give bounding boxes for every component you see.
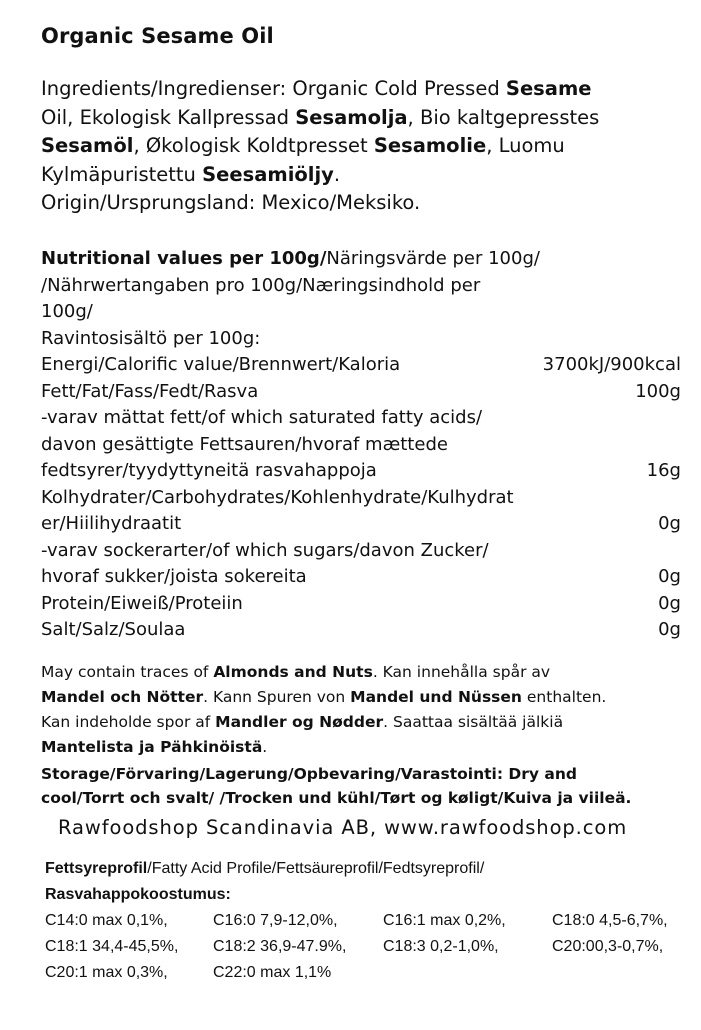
nutrient-name: Kolhydrater/Carbohydrates/Kohlenhydrate/Kulhydrat [41,486,514,508]
fatty-acid-item: C16:0 7,9-12,0%, [213,912,338,929]
allergen-text: . [262,738,268,756]
ingredient-bold: Sesamolie [373,134,487,157]
ingredients-text: Kylmäpuristettu [41,162,203,186]
allergen-bold: Mantelista ja Pähkinöistä [41,738,263,756]
nutrient-row [41,564,681,591]
nutrition-header [41,273,681,300]
nutrient-row [41,617,681,644]
nutrient-name: Salt/Salz/Soulaa [41,619,186,640]
nutrient-name: Energi/Calorific value/Brennwert/Kaloria [41,354,401,375]
fatty-acid-item: C18:1 34,4-45,5%, [45,938,179,955]
nutrient-value: 0g [658,592,681,614]
nutrition-header [41,246,681,273]
nutrient-name: davon gesättigte Fettsauren/hvoraf mættede [41,433,448,455]
allergen-line [41,685,681,710]
nutrition-header [41,326,681,353]
ingredients-line [41,161,671,190]
nutrient-row [41,352,681,379]
nutrient-row [41,379,681,406]
nutrient-row [41,511,681,538]
fatty-acid-item: C18:0 4,5-6,7%, [552,912,668,929]
nutrient-value: 3700kJ/900kcal [542,354,681,375]
nutrition-table [41,246,681,644]
nutrition-header-text: Näringsvärde per 100g/ [326,248,540,269]
ingredient-bold: Sesame [505,77,592,100]
nutrient-row [41,432,681,459]
allergen-bold: Mandler og Nødder [215,713,384,731]
fatty-acid-title [45,856,695,882]
storage-line: cool/Torrt och svalt/ /Trocken und kühl/Tørt og køligt/Kuiva ja viileä. [41,788,632,807]
nutrient-name: Protein/Eiweiß/Proteiin [41,592,243,614]
fatty-acid-grid [45,908,695,986]
fatty-acid-item: C18:2 36,9-47.9%, [213,938,347,955]
ingredients-line [41,104,671,133]
nutrient-row [41,591,681,618]
ingredient-bold: Seesamiöljy [202,162,334,186]
ingredients-line [41,132,671,161]
nutrient-row [41,485,681,512]
allergen-text: enthalten. [521,688,607,706]
fatty-acid-item: C22:0 max 1,1% [213,964,332,981]
nutrient-value: 0g [658,513,681,534]
ingredients-text: , Økologisk Koldtpresset [133,134,374,157]
nutrient-name: hvoraf sukker/joista sokereita [41,566,307,587]
fatty-acid-item: C20:1 max 0,3%, [45,964,168,981]
fatty-acid-item: C16:1 max 0,2%, [383,912,506,929]
fatty-acid-item: C14:0 max 0,1%, [45,912,168,929]
nutrient-value: 0g [658,619,681,640]
product-title: Organic Sesame Oil [41,24,274,48]
allergen-text: . Saattaa sisältää jälkiä [383,713,564,731]
nutrient-row [41,538,681,565]
allergen-text: Kan indeholde spor af [41,713,216,731]
company-info: Rawfoodshop Scandinavia AB, www.rawfoodshop.com [58,816,628,839]
nutrient-name: -varav mättat fett/of which saturated fatty acids/ [41,407,483,428]
fatty-acid-subtitle: Rasvahappokoostumus: [45,886,231,903]
allergen-bold: Mandel och Nötter [41,688,204,706]
nutrient-row [41,405,681,432]
fatty-acid-item: C18:3 0,2-1,0%, [383,938,499,955]
nutrient-name: Fett/Fat/Fass/Fedt/Rasva [41,380,259,402]
fatty-acid-title-bold: Fettsyreprofil [45,860,148,877]
storage-line: Storage/Förvaring/Lagerung/Opbevaring/Varastointi: Dry and [41,765,578,783]
nutrition-header [41,299,681,326]
allergen-line [41,710,681,735]
ingredient-bold: Sesamolja [295,105,408,129]
allergen-warning [41,660,681,760]
nutrient-name: -varav sockerarter/of which sugars/davon Zucker/ [41,539,489,561]
fatty-acid-title-text: /Fatty Acid Profile/Fettsäureprofil/Fedtsyreprofil/ [147,860,485,877]
storage-instructions [41,763,681,810]
allergen-bold: Almonds and Nuts [213,663,373,681]
allergen-text: . Kan innehålla spår av [372,663,551,681]
nutrition-header-text: Ravintosisältö per 100g: [41,327,261,349]
nutrient-name: fedtsyrer/tyydyttyneitä rasvahappoja [41,460,377,481]
ingredients-text: Ingredients/Ingredienser: Organic Cold Pressed [41,77,506,100]
allergen-line [41,735,681,760]
nutrition-header-text: /Nährwertangaben pro 100g/Næringsindhold per [41,274,481,296]
allergen-bold: Mandel und Nüssen [350,688,522,706]
nutrient-name: er/Hiilihydraatit [41,513,182,534]
nutrient-value: 16g [646,460,681,481]
nutrient-row [41,458,681,485]
allergen-text: . Kann Spuren von [203,688,351,706]
ingredients-section [41,75,671,218]
ingredients-text: . [333,162,341,186]
fatty-acid-item: C20:00,3-0,7%, [552,938,664,955]
ingredients-line [41,75,671,104]
ingredient-bold: Sesamöl [41,134,134,157]
ingredients-text: , Luomu [486,134,565,157]
nutrient-value: 100g [635,380,681,402]
allergen-text: May contain traces of [41,663,214,681]
nutrient-value: 0g [658,566,681,587]
nutrition-header-text: 100g/ [41,301,93,322]
fatty-acid-profile [45,856,695,986]
allergen-line [41,660,681,685]
ingredients-text: Oil, Ekologisk Kallpressad [41,105,296,129]
ingredients-text: , Bio kaltgepresstes [407,105,600,129]
origin-line: Origin/Ursprungsland: Mexico/Meksiko. [41,191,421,214]
nutrition-header-bold: Nutritional values per 100g/ [41,248,327,269]
